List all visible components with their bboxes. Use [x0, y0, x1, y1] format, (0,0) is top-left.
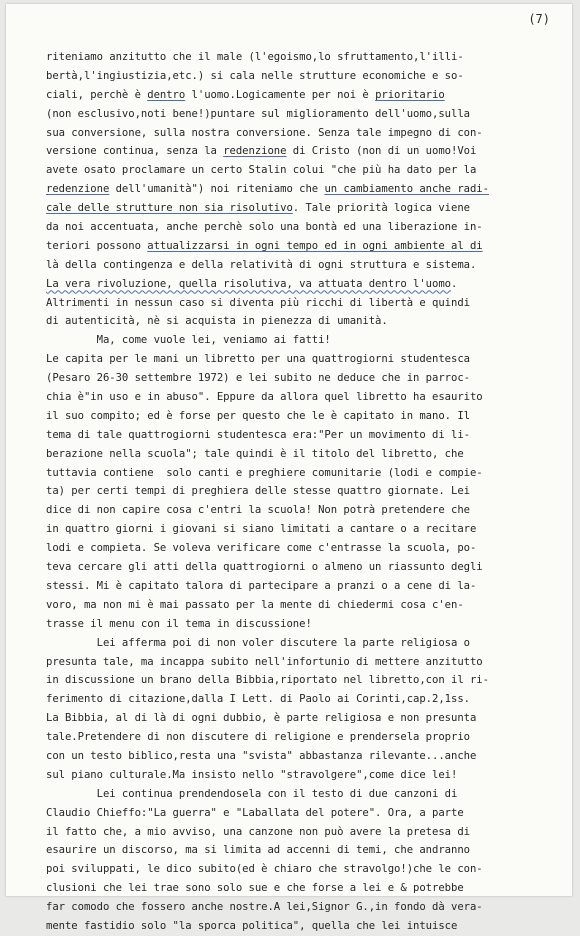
- text-line: clusioni che lei trae sono solo sue e che forse a lei e & potrebbe: [46, 882, 464, 895]
- text-line: versione continua, senza la redenzione di Cristo (non di un uomo!Voi: [46, 145, 477, 158]
- text-line: (non esclusivo,noti bene!)puntare sul miglioramento dell'uomo,sulla: [46, 107, 470, 120]
- text-line: ciali, perchè è dentro l'uomo.Logicamente per noi è prioritario: [46, 88, 445, 101]
- text-line: esaurire un discorso, ma si limita ad accenni di temi, che andranno: [46, 844, 470, 857]
- text-line: riteniamo anzitutto che il male (l'egoismo,lo sfruttamento,l'illi-: [46, 51, 464, 63]
- page-number: (7): [528, 12, 550, 26]
- text-line: bertà,l'ingiustizia,etc.) si cala nelle strutture economiche e so-: [46, 69, 464, 82]
- text-line: Ma, come vuole lei, veniamo ai fatti!: [46, 334, 331, 347]
- text-line: Lei continua prendendosela con il testo di due canzoni di: [46, 787, 458, 800]
- underlined-prioritario: prioritario: [375, 88, 445, 101]
- underlined-dentro: dentro: [147, 88, 186, 101]
- text-line: stessi. Mi è capitato talora di partecipare a pranzi o a cene di la-: [46, 579, 477, 592]
- text-line: di autenticità, nè si acquista in pienezza di umanità.: [46, 315, 388, 328]
- text-line: sua conversione, sulla nostra conversione. Senza tale impegno di con-: [46, 126, 483, 139]
- underlined-attualizzarsi: attualizzarsi in ogni tempo ed in ogni ambiente al di: [147, 239, 483, 252]
- text-line: cale delle strutture non sia risolutivo. Tale priorità logica viene: [46, 202, 470, 215]
- text-line: redenzione dell'umanità") noi riteniamo che un cambiamento anche radi-: [46, 183, 489, 196]
- text-line: dice di non capire cosa c'entri la scuola! Non potrà pretendere che: [46, 504, 470, 517]
- text-line: berazione nella scuola"; tale quindi è il titolo del libretto, che: [46, 447, 464, 460]
- text-line: poi sviluppati, le dico subito(ed è chiaro che stravolgo!)che le con-: [46, 863, 483, 876]
- document-page: [6, 4, 572, 932]
- text-line: il fatto che, a mio avviso, una canzone non può avere la pretesa di: [46, 825, 470, 838]
- text-line: Claudio Chieffo:"La guerra" e "Laballata del potere". Ora, a parte: [46, 806, 464, 819]
- text-line: tale.Pretendere di non discutere di religione e prendersela proprio: [46, 731, 470, 744]
- text-line: presunta tale, ma incappa subito nell'infortunio di mettere anzitutto: [46, 655, 483, 668]
- text-line: La Bibbia, al di là di ogni dubbio, è parte religiosa e non presunta: [46, 712, 477, 725]
- text-line: teva cercare gli atti della quattrogiorni o almeno un riassunto degli: [46, 561, 483, 574]
- text-line: ferimento di citazione,dalla I Lett. di Paolo ai Corinti,cap.2,1ss.: [46, 693, 470, 706]
- text-line: Altrimenti in nessun caso si diventa più ricchi di libertà e quindi: [46, 296, 470, 309]
- text-line: in discussione un brano della Bibbia,riportato nel libretto,con il ri-: [46, 674, 489, 687]
- text-line: con un testo biblico,resta una "svista" abbastanza rilevante...anche: [46, 749, 477, 762]
- text-line: chia è"in uso e in abuso". Eppure da allora quel libretto ha esaurito: [46, 391, 483, 404]
- underlined-redenzione: redenzione: [223, 145, 287, 158]
- text-line: sul piano culturale.Ma insisto nello "stravolgere",come dice lei!: [46, 768, 458, 781]
- text-line: tuttavia contiene solo canti e preghiere comunitarie (lodi e compie-: [46, 466, 483, 479]
- text-line: avete osato proclamare un certo Stalin colui "che più ha dato per la: [46, 164, 477, 177]
- text-line: La vera rivoluzione, quella risolutiva, va attuata dentro l'uomo.: [46, 277, 458, 290]
- text-line: tema di tale quattrogiorni studentesca era:"Per un movimento di li-: [46, 428, 470, 441]
- text-line: (Pesaro 26-30 settembre 1972) e lei subito ne deduce che in parroc-: [46, 372, 470, 385]
- underlined-redenzione-2: redenzione: [46, 183, 110, 196]
- text-line: da noi accentuata, anche perchè solo una bontà ed una liberazione in-: [46, 221, 483, 234]
- text-line: trasse il menu con il tema in discussione!: [46, 617, 312, 630]
- text-line: voro, ma non mi è mai passato per la mente di chiedermi cosa c'en-: [46, 598, 464, 611]
- text-line: il suo compito; ed è forse per questo che le è capitato in mano. Il: [46, 409, 470, 422]
- text-line: far comodo che fossero anche nostre.A lei,Signor G.,in fondo dà vera-: [46, 901, 483, 914]
- underlined-vera-rivoluzione: La vera rivoluzione, quella risolutiva, va attuata dentro l'uomo: [46, 277, 451, 290]
- underlined-strutture: cale delle strutture non sia risolutivo: [46, 202, 293, 215]
- text-line: là della contingenza e della relatività di ogni struttura e sistema.: [46, 258, 477, 271]
- text-line: lodi e compieta. Se voleva verificare come c'entrasse la scuola, po-: [46, 542, 477, 555]
- text-line: teriori possono attualizzarsi in ogni tempo ed in ogni ambiente al di: [46, 239, 483, 252]
- letter-body: [46, 48, 558, 936]
- text-line: Lei afferma poi di non voler discutere la parte religiosa o: [46, 636, 470, 649]
- text-line: ta) per certi tempi di preghiera delle stesse quattro giornate. Lei: [46, 485, 470, 498]
- underlined-cambiamento: un cambiamento anche radi-: [324, 183, 489, 196]
- text-line: Le capita per le mani un libretto per una quattrogiorni studentesca: [46, 353, 470, 366]
- text-line: in quattro giorni i giovani si siano limitati a cantare o a recitare: [46, 523, 477, 536]
- text-line: mente fastidio solo "la sporca politica", quella che lei intuisce: [46, 919, 458, 932]
